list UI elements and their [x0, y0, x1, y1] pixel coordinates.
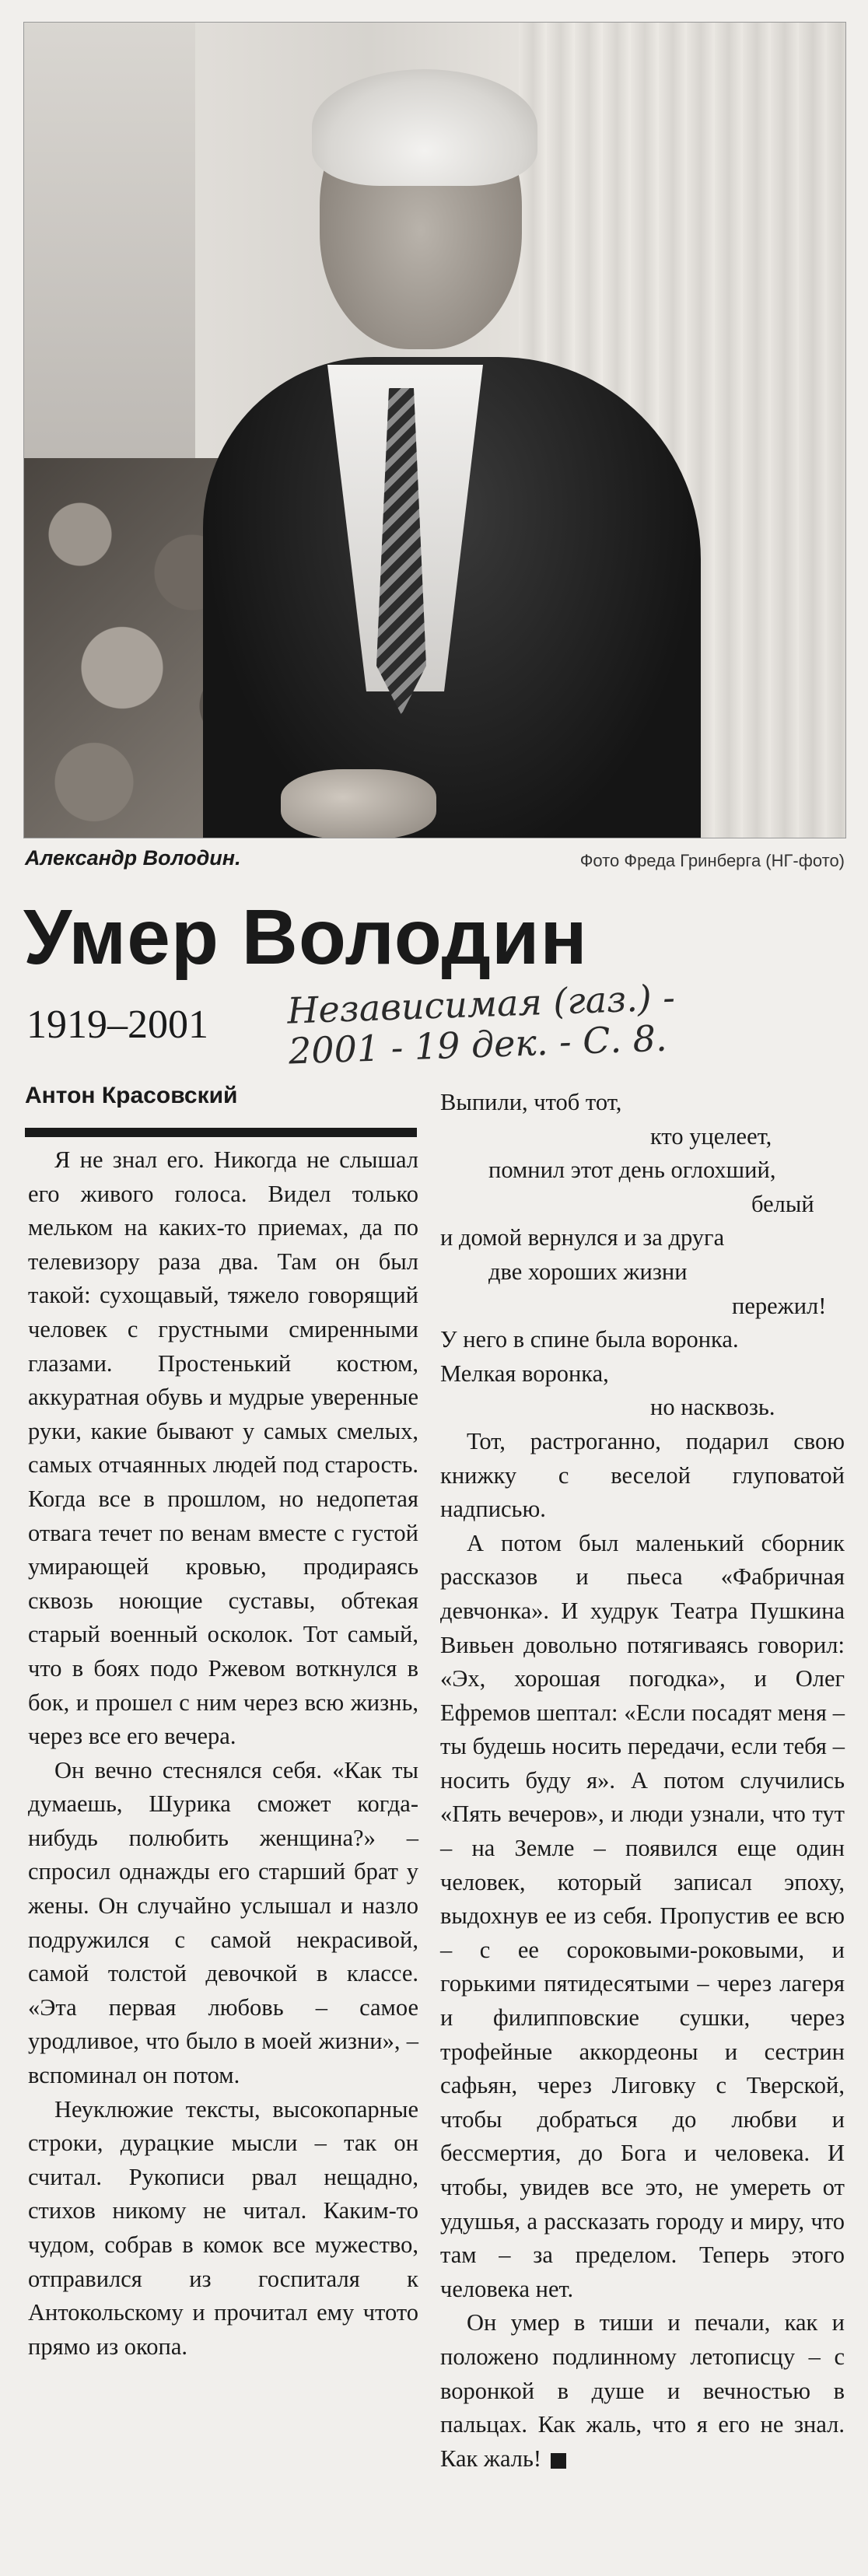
portrait-photo — [23, 22, 846, 838]
poem-line: У него в спине была воронка. — [440, 1326, 739, 1353]
poem-line: пережил! — [732, 1292, 827, 1319]
article-column-left — [28, 1143, 418, 2364]
poem-line: помнил этот день оглохший, — [488, 1157, 776, 1184]
article-headline: Умер Володин — [23, 894, 588, 981]
article-author: Антон Красовский — [25, 1083, 238, 1108]
poem-line: Выпили, чтоб тот, — [440, 1089, 622, 1115]
photo-caption: Александр Володин. — [25, 846, 241, 870]
article-paragraph: Я не знал его. Никогда не слышал его живого голоса. Видел только мельком на каких-то приемах, да по телевизору раза два. Там он был такой: сухощавый, тяжело говорящий человек с грустными смиренными глазами. Простенький костюм, аккуратная обувь и мудрые уверенные руки, какие бывают у самых смелых, самых отчаянных людей под старость. Когда все в прошлом, но недопетая отвага течет по венам вместе с густой умирающей кровью, продираясь сквозь ноющие суставы, обтекая старый военный осколок. Тот самый, что в боях подо Ржевом воткнулся в бок, и прошел с ним через всю жизнь, через все его вечера. — [28, 1146, 418, 1750]
photo-credit: Фото Фреда Гринберга (НГ-фото) — [579, 851, 845, 870]
poem-line: кто уцелеет, — [650, 1122, 772, 1150]
poem-line: и домой вернулся и за друга — [440, 1224, 725, 1251]
article-column-right — [440, 1086, 845, 2476]
article-paragraph: Тот, растроганно, подарил свою книжку с веселой глуповатой надписью. — [440, 1427, 845, 1523]
scan-edge-marks — [327, 0, 529, 17]
end-mark-icon — [551, 2453, 566, 2469]
poem-line: но насквозь. — [650, 1394, 775, 1421]
handwritten-note-line: Независимая (газ.) - — [286, 976, 676, 1032]
handwritten-note-line: 2001 - 19 дек. - С. 8. — [288, 1017, 668, 1073]
article-paragraph — [440, 2306, 845, 2476]
poem-line: две хороших жизни — [488, 1258, 688, 1285]
poem-quote — [440, 1086, 845, 1425]
poem-line: Мелкая воронка, — [440, 1360, 609, 1387]
poem-line: белый — [751, 1190, 814, 1217]
author-rule-divider — [25, 1128, 417, 1137]
article-paragraph: Неуклюжие тексты, высокопарные строки, дурацкие мысли – так он считал. Рукописи рвал нещадно, стихов никому не читал. Каким-то чудом, собрав в комок все мужество, отправился из госпиталя к Антокольскому и прочитал ему чтото прямо из окопа. — [28, 2095, 418, 2360]
life-years: 1919–2001 — [26, 1003, 208, 1047]
article-paragraph: А потом был маленький сборник рассказов и пьеса «Фабричная девчонка». И худрук Театра Пушкина Вивьен довольно потягиваясь говорил: «Эх, хорошая погодка», и Олег Ефремов шептал: «Если посадят меня – ты будешь носить передачи, если тебя – носить буду я». А потом случились «Пять вечеров», и люди узнали, что тут – на Земле – появился еще один человек, который записал эпоху, выдохнув ее из себя. Пропустив ее всю – с ее сороковыми-роковыми, и горькими пятидесятыми – через лагеря и филипповские сушки, через трофейные аккордеоны и сестрин сафьян, через Лиговку с Тверской, чтобы добраться до любви и бессмертия, до Бога и человека. И чтобы, увидев все это, не умереть от удушья, а рассказать городу и миру, что там – за пределом. Теперь этого человека нет. — [440, 1529, 845, 2302]
handwritten-note — [286, 971, 849, 1071]
article-paragraph-text: Он умер в тиши и печали, как и положено подлинному летописцу – с воронкой в душе и вечностью в пальцах. Как жаль, что я его не знал. Как жаль! — [440, 2309, 845, 2472]
article-paragraph: Он вечно стеснялся себя. «Как ты думаешь, Шурика сможет когда-нибудь полюбить женщина?» – спросил однажды его старший брат у жены. Он случайно услышал и назло подружился с самой некрасивой, самой толстой девочкой в классе. «Эта первая любовь – самое уродливое, что было в моей жизни», – вспоминал он потом. — [28, 1756, 418, 2089]
